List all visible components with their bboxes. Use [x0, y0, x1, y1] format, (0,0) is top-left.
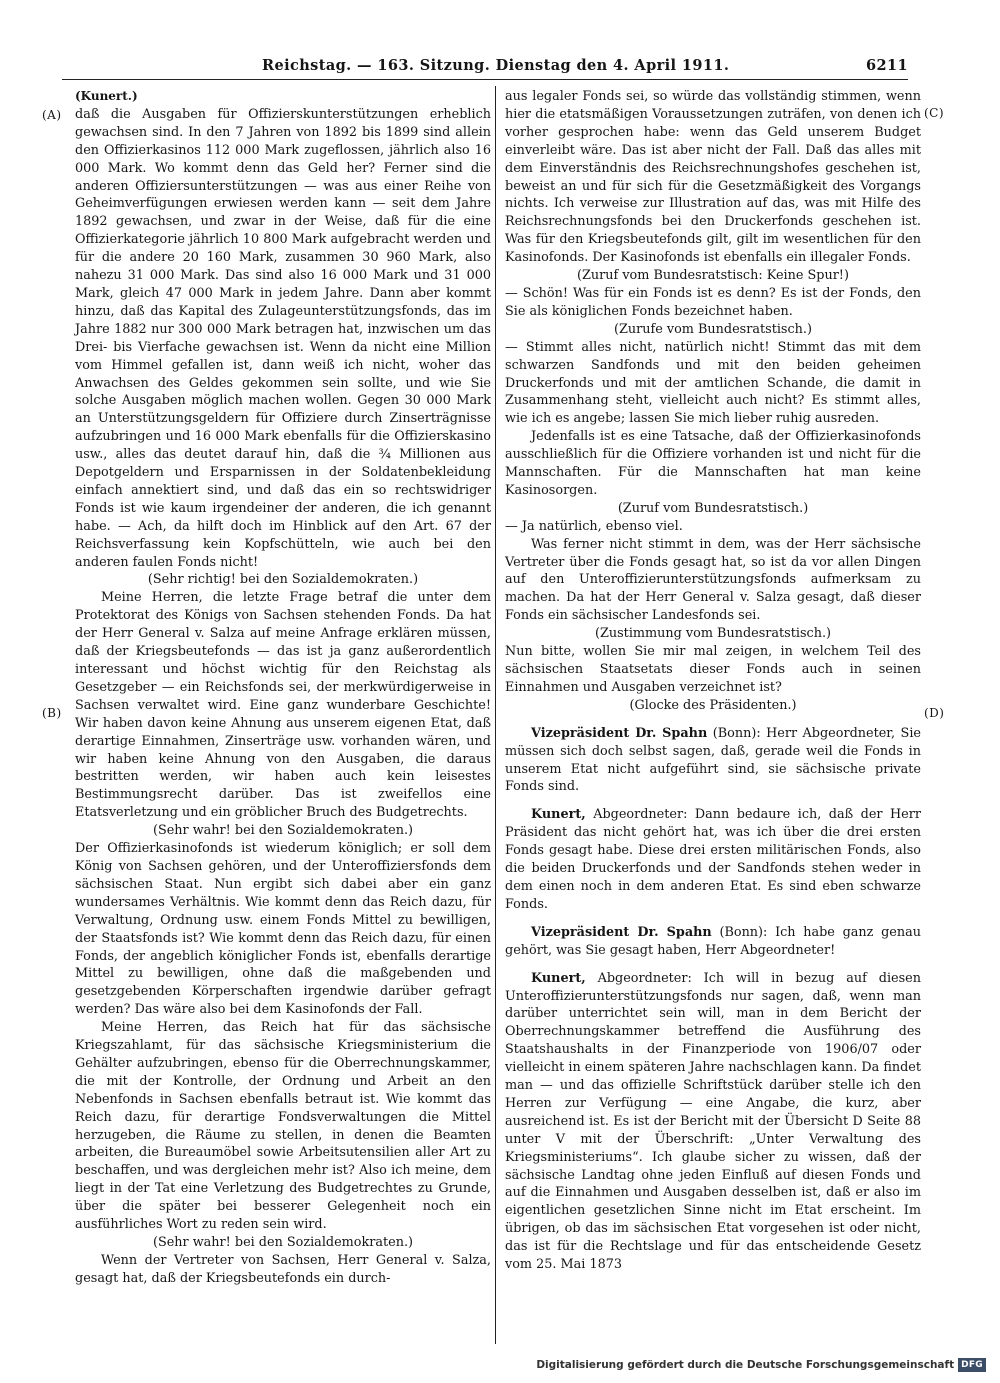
- speaker-name: Kunert,: [531, 807, 586, 823]
- speech-text: Abgeordneter: Dann bedaure ich, daß der Herr Präsident das nicht gehört hat, was ich über die drei ersten Fonds gesagt habe. Diese drei ersten militärischen Fonds, also die beiden Druckerfonds und der Sandfonds stehen weder in dem einen noch in dem anderen Etat. Es sind eben schwarze Fonds.: [505, 807, 921, 912]
- header-rule: [62, 79, 908, 80]
- paragraph: aus legaler Fonds sei, so würde das vollständig stimmen, wenn hier die etatsmäßigen Voraussetzungen zuträfen, von denen ich vorher gesprochen habe: wenn das Geld unserem Budget einverleibt wäre. Das ist aber nicht der Fall. Daß das alles mit dem Einverständnis des Reichsrechnungshofes geschehen ist, beweist an und für sich für die Gesetzmäßigkeit des Vorgangs nichts. Ich verweise zur Illustration auf das, was mit Hilfe des Reichsrechnungsfonds bei den Druckerfonds geschehen ist. Was für den Kriegsbeutefonds gilt, gilt im wesentlichen für den Kasinofonds. Der Kasinofonds ist ebenfalls ein illegaler Fonds.: [505, 89, 921, 266]
- speech-vizepraesident: [505, 725, 921, 797]
- margin-mark-c: (C): [924, 106, 945, 120]
- column-divider: [495, 86, 496, 1344]
- interjection: (Glocke des Präsidenten.): [629, 697, 797, 713]
- speech-text: (Bonn): Herr Abgeordneter, Sie müssen sich doch selbst sagen, daß, gerade weil die Fonds in unserem Etat nicht aufgeführt sind, sie sächsische private Fonds sind.: [505, 725, 921, 795]
- left-column: [75, 88, 491, 1288]
- interjection: (Zustimmung vom Bundesratstisch.): [594, 626, 832, 642]
- paragraph: Jedenfalls ist es eine Tatsache, daß der Offizierkasinofonds ausschließlich für die Offiziere vorhanden ist und nicht für die Mannschaften. Für die Mannschaften hat man keine Kasinosorgen.: [505, 429, 921, 498]
- margin-mark-a: (A): [42, 108, 62, 122]
- speech-text: Abgeordneter: Ich will in bezug auf diesen Unteroffizierunterstützungsfonds nur sagen, daß, wenn man darüber unterrichtet sein will, man in dem Bericht der Oberrechnungskammer betreffend die Ausführung des Staatshaushalts in der Finanzperiode von 1906/07 oder vielleicht in einem späteren Jahre nachschlagen kann. Da findet man — und das offizielle Schriftstück darüber stelle ich den Herren zur Verfügung — eine Angabe, die kurz, aber ausreichend ist. Es ist der Bericht mit der Übersicht D Seite 88 unter V mit der Überschrift: „Unter Verwaltung des Kriegsministeriums“. Ich glaube sicher zu wissen, daß der sächsische Landtag ohne jeden Einfluß auf diesen Fonds und auf die Einnahmen und Ausgaben desselben ist, daß er also im eigentlichen gesetzlichen Sinne nicht im Etat erscheint. Im übrigen, ob das im sächsischen Etat vorgesehen ist oder nicht, das ist für die Rechtslage und für das entscheidende Gesetz vom 25. Mai 1873: [505, 970, 922, 1273]
- spacer: [505, 715, 921, 721]
- speaker-name: Vizepräsident Dr. Spahn: [531, 725, 708, 741]
- interjection: (Sehr wahr! bei den Sozialdemokraten.): [152, 1235, 414, 1250]
- speech-vizepraesident: [505, 924, 921, 960]
- paragraph: Wenn der Vertreter von Sachsen, Herr General v. Salza, gesagt hat, daß der Kriegsbeutefonds ein durch-: [75, 1252, 491, 1286]
- speech-kunert: [505, 806, 921, 913]
- header-title: Reichstag. — 163. Sitzung. Dienstag den 4. April 1911.: [262, 57, 730, 74]
- paragraph: Nun bitte, wollen Sie mir mal zeigen, in welchem Teil des sächsischen Staatsetats dieser Fonds auch in seinen Einnahmen und Ausgaben verzeichnet ist?: [505, 644, 921, 695]
- page-header: [62, 55, 908, 77]
- margin-mark-d: (D): [924, 706, 945, 720]
- dfg-logo-icon: DFG: [958, 1358, 986, 1372]
- spacer: [505, 796, 921, 802]
- right-column: [505, 88, 921, 1274]
- interjection: (Sehr wahr! bei den Sozialdemokraten.): [152, 823, 414, 839]
- interjection: (Sehr richtig! bei den Sozialdemokraten.): [147, 572, 419, 588]
- speaker-name: Vizepräsident Dr. Spahn: [531, 924, 712, 940]
- paragraph: Meine Herren, das Reich hat für das sächsische Kriegszahlamt, für das sächsische Kriegsministerium die Gehälter aufzubringen, ebenso für die Oberrechnungskammer, die mit der Kontrolle, der Ordnung und Arbeit an den Nebenfonds in Sachsen ebenfalls betraut ist. Wie kommt das Reich dazu, für derartige Fondsverwaltungen die Mittel herzugeben, die Räume zu stellen, in denen die Beamten arbeiten, die Bureaumöbel sowie Arbeitsutensilien aller Art zu beschaffen, und was dergleichen mehr ist? Also ich meine, dem liegt in der Tat eine Verletzung des Budgetrechtes zu Grunde, über die später bei besserer Gelegenheit noch ein ausführliches Wort zu reden sein wird.: [75, 1020, 491, 1233]
- speaker-name: Kunert,: [531, 970, 586, 986]
- page-number: 6211: [866, 57, 908, 74]
- paragraph: — Schön! Was für ein Fonds ist es denn? Es ist der Fonds, den Sie als königlichen Fonds bezeichnet haben.: [505, 285, 921, 319]
- paragraph: — Stimmt alles nicht, natürlich nicht! Stimmt das mit dem schwarzen Sandfonds und mit den beiden geheimen Druckerfonds und mit der amtlichen Schande, die damit in Zusammenhang steht, vielleicht auch nicht? Es stimmt alles, wie ich es angebe; lassen Sie mich lieber ruhig ausreden.: [505, 339, 921, 427]
- interjection: (Zuruf vom Bundesratstisch.): [617, 500, 809, 516]
- paragraph: — Ja natürlich, ebenso viel.: [505, 518, 683, 534]
- paragraph: Meine Herren, die letzte Frage betraf die unter dem Protektorat des Königs von Sachsen stehenden Fonds. Da hat der Herr General v. Salza auf meine Anfrage erklären müssen, daß der Kriegsbeutefonds — das ist ja ganz außerordentlich interessant und höchst wichtig für den Reichstag als Gesetzgeber — ein Reichsfonds sei, der merkwürdigerweise in Sachsen verwaltet wird. Eine ganz wunderbare Geschichte! Wir haben davon keine Ahnung aus unserem eigenen Etat, daß derartige Einnahmen, Zinserträge usw. vorhanden wären, und wir haben keine Ahnung von den Ausgaben, die daraus bestritten werden, wir haben auch kein leisestes Bestimmungsrecht darüber. Das ist zweifellos eine Etatsverletzung und ein gröblicher Bruch des Budgetrechts.: [75, 590, 491, 821]
- spacer: [505, 914, 921, 920]
- speech-text: (Bonn): Ich habe ganz genau gehört, was Sie gesagt haben, Herr Abgeordneter!: [505, 924, 921, 958]
- paragraph: Der Offizierkasinofonds ist wiederum königlich; er soll dem König von Sachsen gehören, und der Unteroffiziersfonds dem sächsischen Staat. Nun ergibt sich dabei aber ein ganz wundersames Verhältnis. Wie kommt denn das Reich dazu, für Verwaltung, Ordnung usw. einem Fonds Mittel zu bewilligen, der Staatsfonds ist? Wie kommt denn das Reich dazu, für einen Fonds, der angeblich königlicher Fonds ist, ebenfalls derartige Mittel zu bewilligen, ohne daß die maßgebenden und gesetzgebenden Körperschaften irgendwie darüber gefragt werden? Das wäre also bei dem Kasinofonds der Fall.: [75, 841, 491, 1018]
- spacer: [505, 960, 921, 966]
- footer-credit: Digitalisierung gefördert durch die Deutsche Forschungsgemeinschaft: [536, 1359, 955, 1371]
- paragraph: Was ferner nicht stimmt in dem, was der Herr sächsische Vertreter über die Fonds gesagt hat, so ist da vor allen Dingen auf den Unteroffizierunterstützungsfonds aufmerksam zu machen. Da hat der Herr General v. Salza gesagt, daß dieser Fonds ein sächsischer Landesfonds sei.: [505, 536, 921, 624]
- interjection: (Zuruf vom Bundesratstisch: Keine Spur!): [577, 268, 849, 284]
- paragraph: daß die Ausgaben für Offizierskunterstützungen erheblich gewachsen sind. In den 7 Jahren von 1892 bis 1899 sind allein den Offizierkasinos 112 000 Mark zugeflossen, jährlich also 16 000 Mark. Wo kommt denn das Geld her? Ferner sind die anderen Offiziersunterstützungen — was aus einer Reihe von Geheimverfügungen erwiesen werden kann — seit dem Jahre 1892 gewachsen, und zwar in der Weise, daß für die eine Offizierkategorie jährlich 10 800 Mark aufgebracht werden und für die andere 20 160 Mark, zusammen 30 960 Mark, also nahezu 31 000 Mark. Das sind also 16 000 Mark und 31 000 Mark, gleich 47 000 Mark in jedem Jahre. Dann aber kommt hinzu, daß das Kapital des Zulageunterstützungsfonds, das im Jahre 1882 nur 300 000 Mark betragen hat, inzwischen um das Drei- bis Vierfache gewachsen ist. Wenn da nicht eine Million vom Himmel gefallen ist, dann weiß ich nicht, woher das Anwachsen des Geldes gekommen sein sollte, und wie Sie solche Ausgaben möglich machen wollen. Gegen 30 000 Mark an Unterstützungsgeldern für Offiziere durch Zinserträgnisse aufzubringen und 16 000 Mark ebenfalls für die Offizierskasino usw., alles das deutet darauf hin, daß die ¾ Millionen aus Depotgeldern und Ersparnissen in der Soldatenbekleidung einfach annektiert sind, und daß das ein so rechtswidriger Fonds ist wie kaum irgendeiner der anderen, die ich genannt habe. — Ach, da hilft doch im Hinblick auf den Art. 67 der Reichsverfassung kein Kopfschütteln, wie auch bei den anderen faulen Fonds nicht!: [75, 106, 491, 570]
- speaker-continuation: (Kunert.): [75, 89, 138, 103]
- speech-kunert: [505, 970, 921, 1274]
- interjection: (Zurufe vom Bundesratstisch.): [614, 321, 812, 337]
- digitization-footer: [536, 1356, 986, 1374]
- margin-mark-b: (B): [42, 706, 62, 720]
